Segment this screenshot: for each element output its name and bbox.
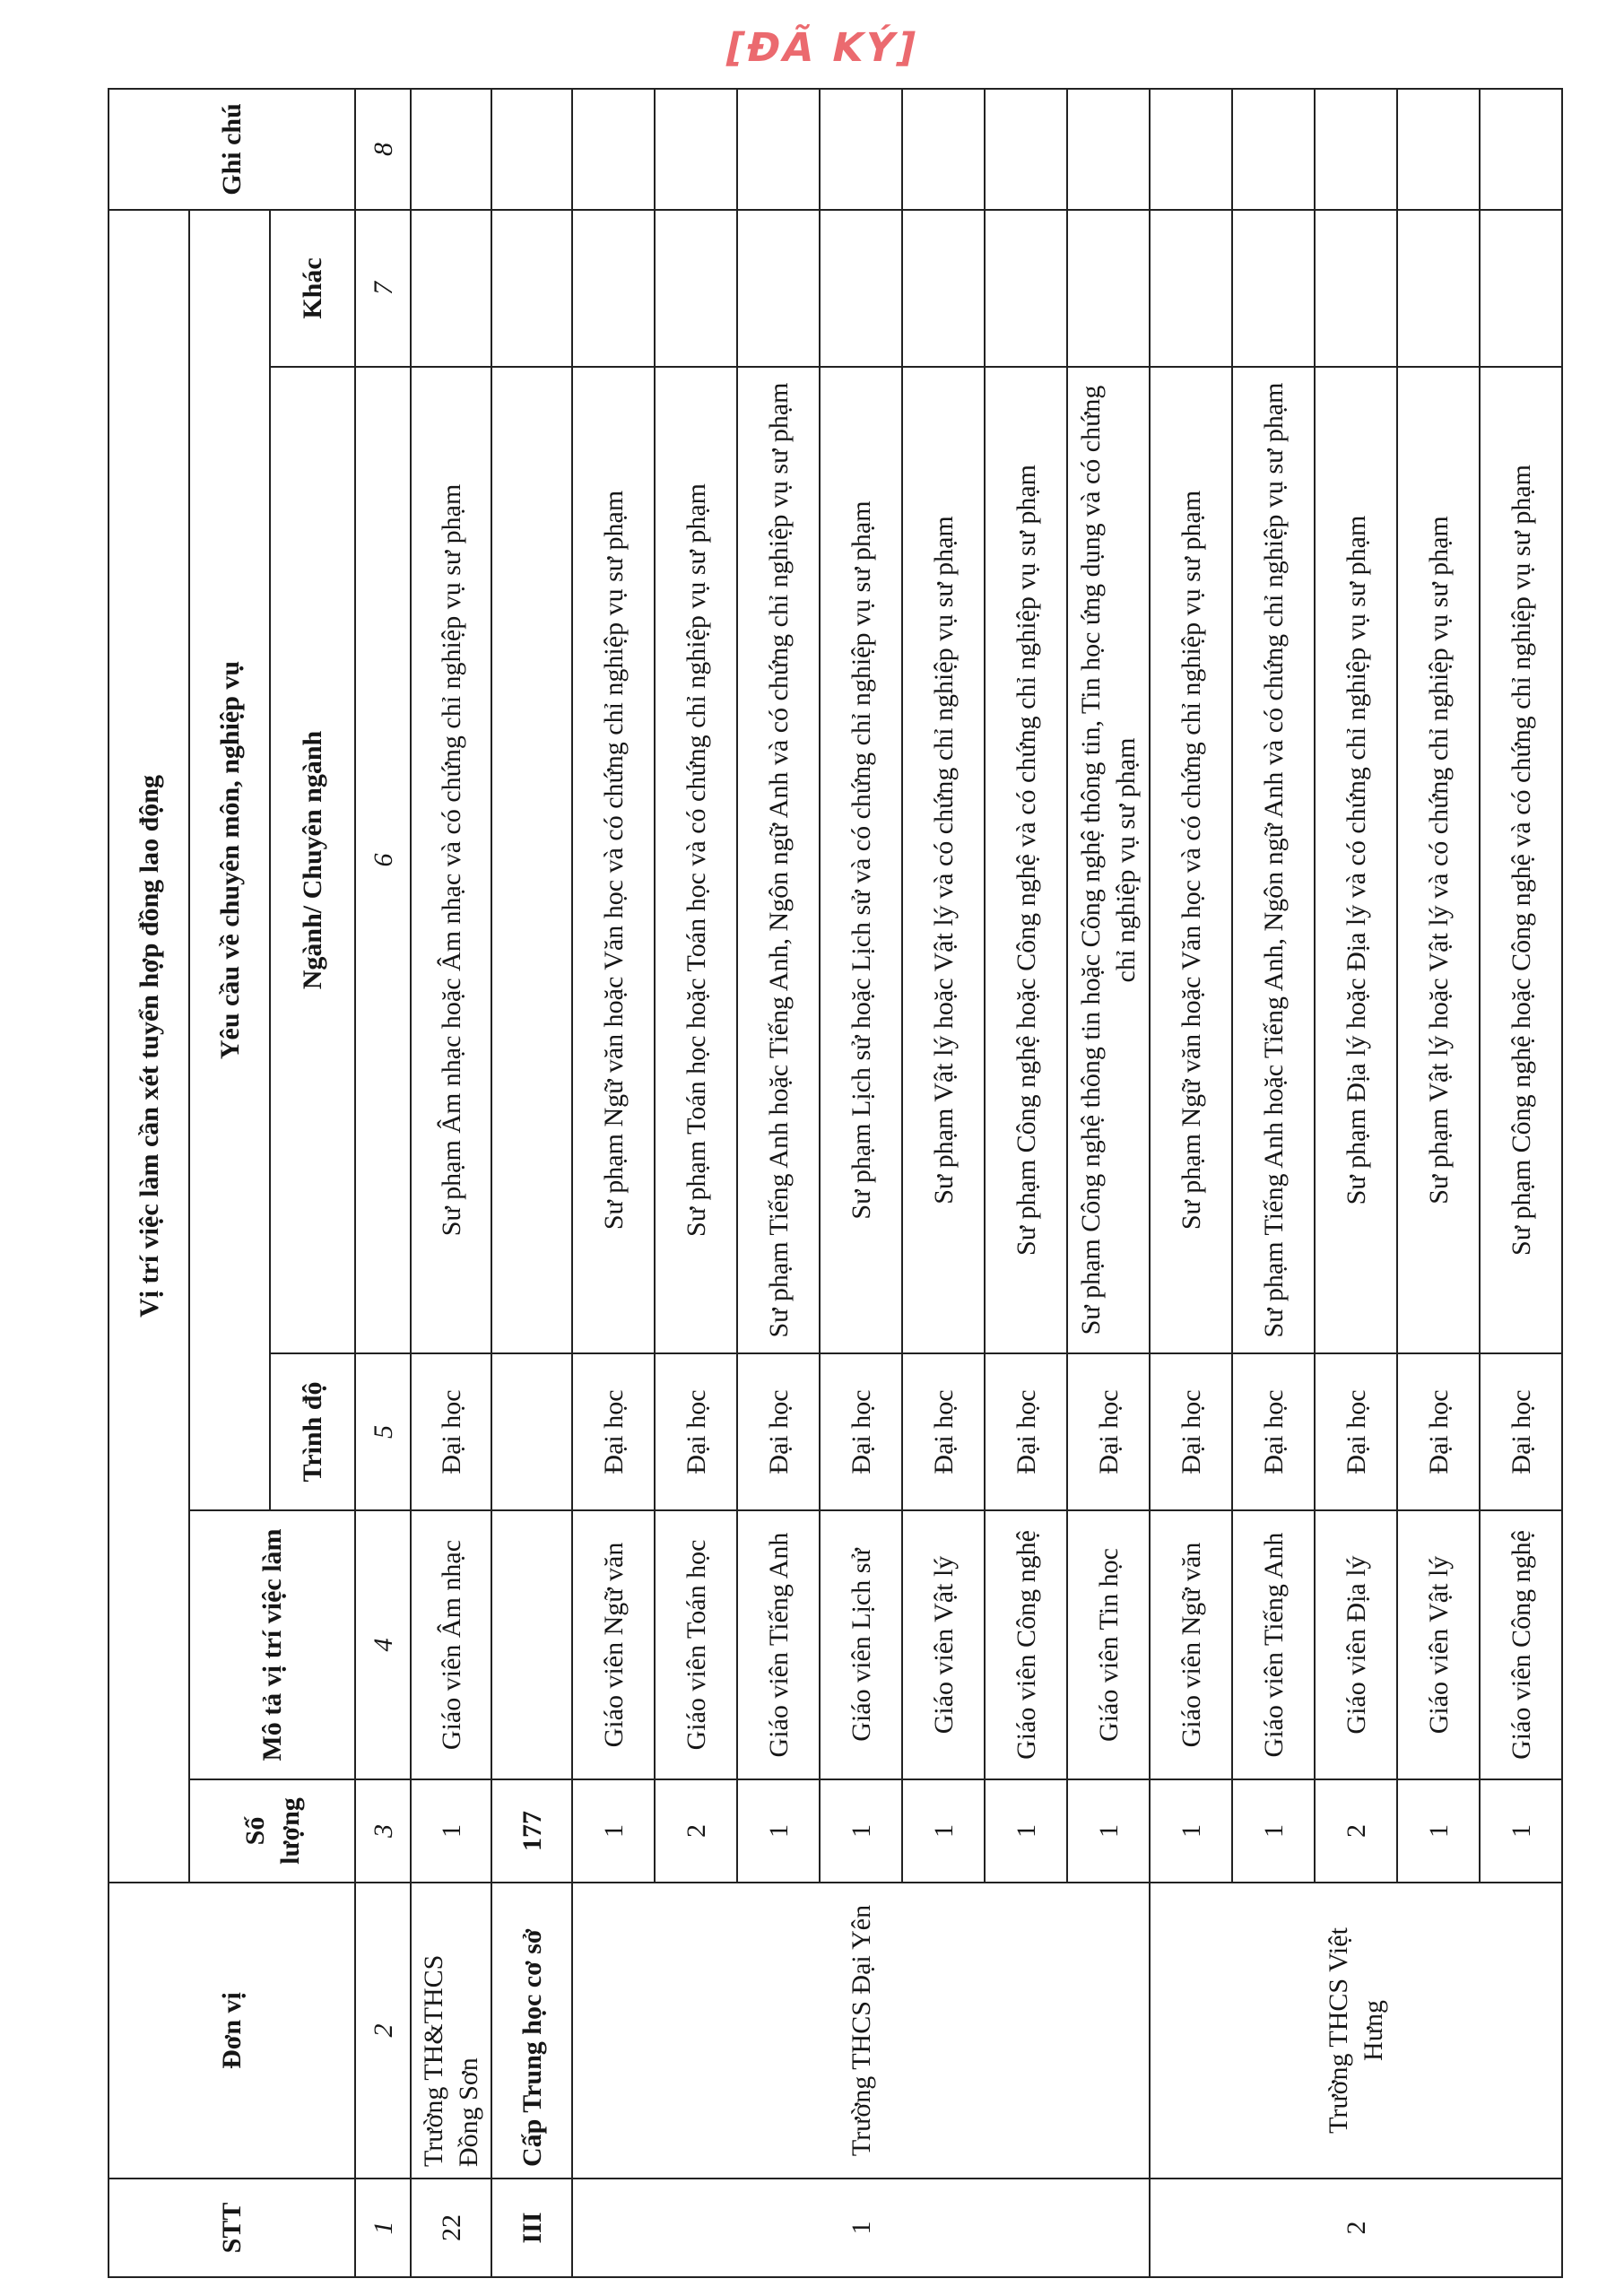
- row-trinh-do: Đại học: [1150, 1353, 1232, 1510]
- header-mo-ta: Mô tả vị trí việc làm: [189, 1510, 355, 1779]
- school-name: Trường THCS Việt Hưng: [1150, 1883, 1562, 2179]
- header-so-luong: Số lượng: [189, 1779, 355, 1883]
- row-nganh: Sư phạm Lịch sử hoặc Lịch sử và có chứng chỉ nghiệp vụ sư phạm: [820, 367, 902, 1353]
- empty-cell: [491, 89, 572, 210]
- row-trinh-do: Đại học: [1067, 1353, 1150, 1510]
- row-so-luong: 1: [1150, 1779, 1232, 1883]
- row-nganh: Sư phạm Âm nhạc hoặc Âm nhạc và có chứng chỉ nghiệp vụ sư phạm: [411, 367, 491, 1353]
- row-trinh-do: Đại học: [655, 1353, 737, 1510]
- row-trinh-do: Đại học: [411, 1353, 491, 1510]
- row-khac: [655, 210, 737, 367]
- row-khac: [411, 210, 491, 367]
- row-khac: [737, 210, 820, 367]
- row-trinh-do: Đại học: [820, 1353, 902, 1510]
- header-vi-tri-group: Vị trí việc làm cần xét tuyển hợp đồng lao động: [109, 210, 189, 1883]
- header-yeu-cau: Yêu cầu về chuyên môn, nghiệp vụ: [189, 210, 270, 1510]
- column-number-row: [355, 89, 411, 2277]
- header-khac: Khác: [270, 210, 355, 367]
- row-so-luong: 1: [820, 1779, 902, 1883]
- row-mo-ta: Giáo viên Ngữ văn: [572, 1510, 655, 1779]
- row-khac: [1067, 210, 1150, 367]
- row-nganh: Sư phạm Toán học hoặc Toán học và có chứng chỉ nghiệp vụ sư phạm: [655, 367, 737, 1353]
- row-nganh: Sư phạm Công nghệ thông tin hoặc Công nghệ thông tin, Tin học ứng dụng và có chứng chỉ nghiệp vụ sư phạm: [1067, 367, 1150, 1353]
- column-number: 7: [355, 210, 411, 367]
- row-khac: [1150, 210, 1232, 367]
- column-number: 5: [355, 1353, 411, 1510]
- row-so-luong: 1: [1397, 1779, 1480, 1883]
- row-ghi-chu: [820, 89, 902, 210]
- row-so-luong: 1: [411, 1779, 491, 1883]
- section-row: [491, 89, 572, 2277]
- row-so-luong: 2: [1315, 1779, 1397, 1883]
- row-trinh-do: Đại học: [1480, 1353, 1562, 1510]
- school-name: Trường THCS Đại Yên: [572, 1883, 1150, 2179]
- row-ghi-chu: [1150, 89, 1232, 210]
- section-title: Cấp Trung học cơ sở: [491, 1883, 572, 2179]
- column-number: 3: [355, 1779, 411, 1883]
- row-so-luong: 1: [572, 1779, 655, 1883]
- row-ghi-chu: [1232, 89, 1315, 210]
- row-mo-ta: Giáo viên Tin học: [1067, 1510, 1150, 1779]
- row-nganh: Sư phạm Tiếng Anh hoặc Tiếng Anh, Ngôn ngữ Anh và có chứng chỉ nghiệp vụ sư phạm: [1232, 367, 1315, 1353]
- row-nganh: Sư phạm Công nghệ hoặc Công nghệ và có chứng chỉ nghiệp vụ sư phạm: [985, 367, 1067, 1353]
- row-stt: 22: [411, 2179, 491, 2277]
- table-row: [1150, 89, 1232, 2277]
- row-don-vi: Trường TH&THCS Đồng Sơn: [411, 1883, 491, 2179]
- row-so-luong: 1: [1067, 1779, 1150, 1883]
- empty-cell: [491, 210, 572, 367]
- row-mo-ta: Giáo viên Tiếng Anh: [737, 1510, 820, 1779]
- table-row: [411, 89, 491, 2277]
- header-nganh: Ngành/ Chuyên ngành: [270, 367, 355, 1353]
- row-khac: [572, 210, 655, 367]
- row-trinh-do: Đại học: [1315, 1353, 1397, 1510]
- row-khac: [1397, 210, 1480, 367]
- row-trinh-do: Đại học: [902, 1353, 985, 1510]
- row-nganh: Sư phạm Vật lý hoặc Vật lý và có chứng chỉ nghiệp vụ sư phạm: [902, 367, 985, 1353]
- row-khac: [1232, 210, 1315, 367]
- column-number: 6: [355, 367, 411, 1353]
- row-nganh: Sư phạm Ngữ văn hoặc Văn học và có chứng chỉ nghiệp vụ sư phạm: [1150, 367, 1232, 1353]
- column-number: 4: [355, 1510, 411, 1779]
- row-trinh-do: Đại học: [1232, 1353, 1315, 1510]
- row-ghi-chu: [737, 89, 820, 210]
- column-number: 8: [355, 89, 411, 210]
- row-nganh: Sư phạm Công nghệ hoặc Công nghệ và có chứng chỉ nghiệp vụ sư phạm: [1480, 367, 1562, 1353]
- row-ghi-chu: [1397, 89, 1480, 210]
- row-mo-ta: Giáo viên Toán học: [655, 1510, 737, 1779]
- row-so-luong: 2: [655, 1779, 737, 1883]
- header-trinh-do: Trình độ: [270, 1353, 355, 1510]
- row-mo-ta: Giáo viên Công nghệ: [1480, 1510, 1562, 1779]
- red-stamp-signature: [ĐÃ KÝ]: [721, 25, 923, 71]
- row-trinh-do: Đại học: [1397, 1353, 1480, 1510]
- row-mo-ta: Giáo viên Âm nhạc: [411, 1510, 491, 1779]
- row-mo-ta: Giáo viên Công nghệ: [985, 1510, 1067, 1779]
- header-row-1: [109, 89, 189, 2277]
- row-mo-ta: Giáo viên Vật lý: [902, 1510, 985, 1779]
- row-ghi-chu: [902, 89, 985, 210]
- row-mo-ta: Giáo viên Tiếng Anh: [1232, 1510, 1315, 1779]
- section-stt: III: [491, 2179, 572, 2277]
- row-nganh: Sư phạm Địa lý hoặc Địa lý và có chứng chỉ nghiệp vụ sư phạm: [1315, 367, 1397, 1353]
- row-khac: [1480, 210, 1562, 367]
- row-nganh: Sư phạm Tiếng Anh hoặc Tiếng Anh, Ngôn ngữ Anh và có chứng chỉ nghiệp vụ sư phạm: [737, 367, 820, 1353]
- row-ghi-chu: [1067, 89, 1150, 210]
- row-mo-ta: Giáo viên Địa lý: [1315, 1510, 1397, 1779]
- row-ghi-chu: [1480, 89, 1562, 210]
- row-khac: [985, 210, 1067, 367]
- table-row: [572, 89, 655, 2277]
- row-trinh-do: Đại học: [737, 1353, 820, 1510]
- school-stt: 1: [572, 2179, 1150, 2277]
- empty-cell: [491, 1353, 572, 1510]
- rotated-table-page: [108, 90, 1553, 2278]
- row-so-luong: 1: [737, 1779, 820, 1883]
- row-ghi-chu: [655, 89, 737, 210]
- row-trinh-do: Đại học: [985, 1353, 1067, 1510]
- row-nganh: Sư phạm Vật lý hoặc Vật lý và có chứng chỉ nghiệp vụ sư phạm: [1397, 367, 1480, 1353]
- section-so-luong: 177: [491, 1779, 572, 1883]
- row-nganh: Sư phạm Ngữ văn hoặc Văn học và có chứng chỉ nghiệp vụ sư phạm: [572, 367, 655, 1353]
- row-so-luong: 1: [1232, 1779, 1315, 1883]
- row-mo-ta: Giáo viên Ngữ văn: [1150, 1510, 1232, 1779]
- header-stt: STT: [109, 2179, 355, 2277]
- row-khac: [1315, 210, 1397, 367]
- column-number: 2: [355, 1883, 411, 2179]
- row-so-luong: 1: [902, 1779, 985, 1883]
- header-ghi-chu: Ghi chú: [109, 89, 355, 210]
- row-ghi-chu: [985, 89, 1067, 210]
- header-don-vi: Đơn vị: [109, 1883, 355, 2179]
- row-mo-ta: Giáo viên Lịch sử: [820, 1510, 902, 1779]
- empty-cell: [491, 367, 572, 1353]
- row-ghi-chu: [411, 89, 491, 210]
- row-trinh-do: Đại học: [572, 1353, 655, 1510]
- school-stt: 2: [1150, 2179, 1562, 2277]
- row-khac: [902, 210, 985, 367]
- column-number: 1: [355, 2179, 411, 2277]
- empty-cell: [491, 1510, 572, 1779]
- row-mo-ta: Giáo viên Vật lý: [1397, 1510, 1480, 1779]
- row-khac: [820, 210, 902, 367]
- row-ghi-chu: [1315, 89, 1397, 210]
- recruitment-table: [108, 88, 1563, 2278]
- row-ghi-chu: [572, 89, 655, 210]
- row-so-luong: 1: [1480, 1779, 1562, 1883]
- row-so-luong: 1: [985, 1779, 1067, 1883]
